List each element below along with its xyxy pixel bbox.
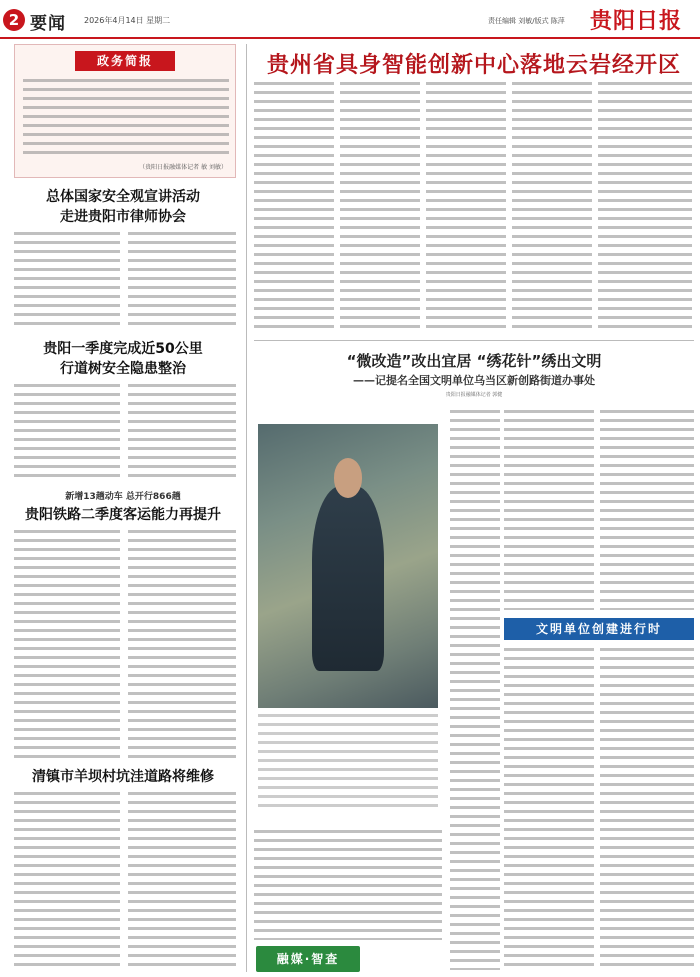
- article-4-title: 清镇市羊坝村坑洼道路将维修: [32, 769, 214, 785]
- photo-figure: [312, 486, 384, 671]
- main-text-col1: [254, 82, 334, 332]
- editor-credits: 责任编辑 刘敏/版式 陈萍: [488, 17, 565, 25]
- feature-text-col4-upper: [600, 410, 694, 610]
- feature-photo-box: [254, 418, 442, 818]
- article-3-subtitle: 新增13趟动车 总开行866趟: [65, 492, 181, 502]
- feature-byline: 贵阳日报融媒体记者 郭健: [445, 392, 503, 398]
- article-3-title: 贵阳铁路二季度客运能力再提升: [25, 507, 221, 523]
- article-2-text-col1: [14, 384, 120, 482]
- article-2-title-line2: 行道树安全隐患整治: [60, 361, 186, 377]
- section-divider: [254, 340, 694, 341]
- main-headline: 贵州省具身智能创新中心落地云岩经开区: [266, 53, 681, 78]
- article-1-title-line2: 走进贵阳市律师协会: [60, 209, 186, 225]
- article-1-text-col2: [128, 232, 236, 326]
- brief-body-text: [23, 79, 229, 157]
- main-text-col3: [426, 82, 506, 332]
- article-4-text-col2: [128, 792, 236, 970]
- newspaper-logo: 贵阳日报: [590, 8, 683, 34]
- feature-subtitle: ——记提名全国文明单位乌当区新创路街道办事处: [353, 374, 595, 387]
- main-text-col4: [512, 82, 592, 332]
- brief-title: 政务简报: [75, 51, 175, 71]
- feature-text-col3-lower: [504, 648, 594, 970]
- feature-text-lower-left: [254, 830, 442, 940]
- feature-text-col3-upper: [504, 410, 594, 610]
- feature-text-col2: [450, 410, 500, 970]
- feature-headline: “微改造”改出宜居 “绣花针”绣出文明: [346, 352, 602, 370]
- article-2-title: 贵阳一季度完成近50公里: [43, 341, 203, 357]
- article-3-text-col2: [128, 530, 236, 762]
- main-text-col2: [340, 82, 420, 332]
- photo-caption-text: [258, 714, 438, 812]
- article-1-title: 总体国家安全观宣讲活动: [46, 189, 200, 205]
- column-divider: [246, 44, 247, 972]
- article-3-text-col1: [14, 530, 120, 762]
- media-badge: 融媒·智查: [256, 946, 360, 972]
- government-brief-box: [14, 44, 236, 178]
- section-name: 要闻: [30, 14, 66, 34]
- feature-photo: [258, 424, 438, 708]
- article-2-text-col2: [128, 384, 236, 482]
- brief-signature: （贵阳日报融媒体记者 敏 刘敏）: [139, 164, 227, 171]
- photo-figure-head: [334, 458, 363, 498]
- main-text-col5: [598, 82, 692, 332]
- page-header: [0, 0, 700, 38]
- publish-date: 2026年4月14日 星期二: [84, 16, 171, 25]
- page-number: 2: [3, 9, 25, 31]
- feature-text-col4-lower: [600, 648, 694, 970]
- article-4-text-col1: [14, 792, 120, 970]
- header-rule: [0, 37, 700, 39]
- civilization-banner: 文明单位创建进行时: [504, 618, 694, 640]
- article-1-text-col1: [14, 232, 120, 326]
